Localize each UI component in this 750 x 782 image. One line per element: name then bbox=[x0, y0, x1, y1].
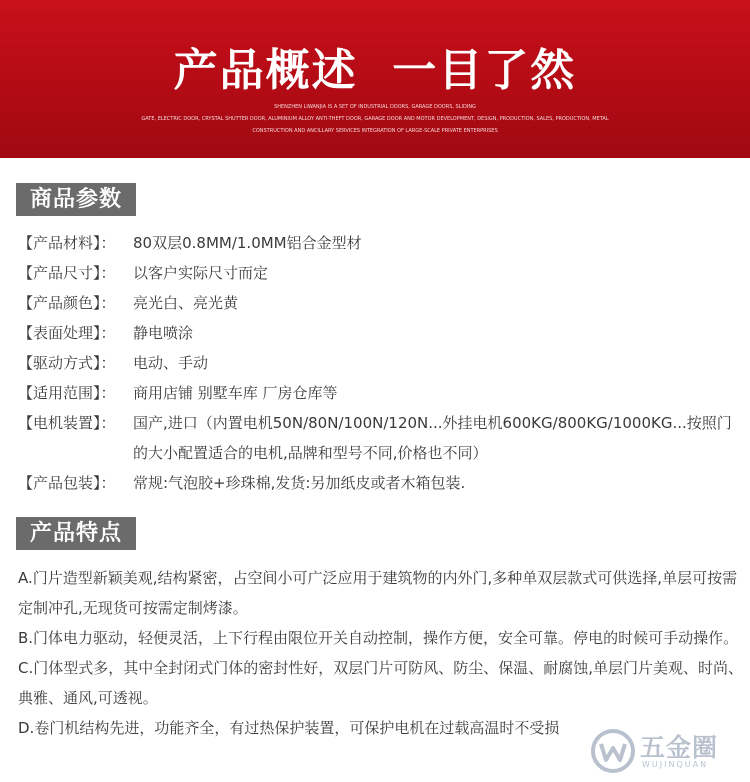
param-row bbox=[18, 378, 743, 408]
param-value: 电动、手动 bbox=[133, 354, 209, 372]
param-label: 【驱动方式】： bbox=[18, 354, 116, 372]
param-label: 【表面处理】： bbox=[18, 324, 116, 342]
wujinquan-logo-icon bbox=[590, 728, 636, 774]
watermark-brand-en: WUJINQUAN bbox=[642, 760, 709, 769]
header-banner bbox=[0, 0, 750, 158]
param-row bbox=[18, 228, 743, 258]
param-label: 【产品颜色】： bbox=[18, 294, 116, 312]
param-label: 【电机装置】： bbox=[18, 414, 116, 432]
watermark-brand: 五金圈 bbox=[640, 733, 719, 762]
param-row bbox=[18, 318, 743, 348]
param-label: 【产品材料】： bbox=[18, 234, 116, 252]
feature-item: B.门体电力驱动，轻便灵活，上下行程由限位开关自动控制，操作方便，安全可靠。停电的时候可手动操作。 bbox=[18, 629, 739, 647]
param-row bbox=[18, 288, 743, 318]
param-value: 80双层0.8MM/1.0MM铝合金型材 bbox=[133, 234, 362, 252]
param-value: 常规:气泡胶+珍珠棉,发货:另加纸皮或者木箱包装. bbox=[133, 474, 466, 492]
banner-title: 产品概述 一目了然 bbox=[173, 45, 577, 96]
watermark bbox=[590, 722, 740, 776]
param-label: 【适用范围】： bbox=[18, 384, 116, 402]
features-heading: 产品特点 bbox=[16, 517, 136, 550]
feature-item: C.门体型式多，其中全封闭式门体的密封性好，双层门片可防风、防尘、保温、耐腐蚀,单层门片美观、时尚、典雅、通风,可透视。 bbox=[18, 659, 744, 707]
param-value: 商用店铺 别墅车库 厂房仓库等 bbox=[133, 384, 338, 402]
param-row bbox=[18, 258, 743, 288]
param-value: 以客户实际尺寸而定 bbox=[133, 264, 269, 282]
param-row bbox=[18, 348, 743, 378]
banner-subtitle-line: CONSTRUCTION AND ANCILLARY SERVICES INTEGRATION OF LARGE-SCALE PRIVATE ENTERPRISES bbox=[252, 128, 498, 134]
feature-item: D.卷门机结构先进，功能齐全，有过热保护装置，可保护电机在过载高温时不受损 bbox=[18, 719, 560, 737]
params-list bbox=[18, 228, 743, 498]
param-value: 国产,进口（内置电机50N/80N/100N/120N...外挂电机600KG/800KG/1000KG...按照门的大小配置适合的电机,品牌和型号不同,价格也不同） bbox=[133, 414, 732, 462]
param-value: 亮光白、亮光黄 bbox=[133, 294, 239, 312]
banner-subtitle-line: GATE, ELECTRIC DOOR, CRYSTAL SHUTTER DOOR, ALUMINIUM ALLOY ANTI-THEFT DOOR, GARAGE DOOR AND MOTOR DEVELOPMENT, DESIGN, PRODUCTION, SALES, PRODUCTION, METAL bbox=[141, 116, 609, 122]
feature-item: A.门片造型新颖美观,结构紧密，占空间小可广泛应用于建筑物的内外门,多种单双层款式可供选择,单层可按需定制冲孔,无现货可按需定制烤漆。 bbox=[18, 569, 738, 617]
param-label: 【产品尺寸】： bbox=[18, 264, 116, 282]
param-value: 静电喷涂 bbox=[133, 324, 194, 342]
banner-subtitle-line: SHENZHEN LIWANJIA IS A SET OF INDUSTRIAL DOORS, GARAGE DOORS, SLIDING bbox=[274, 104, 476, 110]
param-label: 【产品包装】： bbox=[18, 474, 116, 492]
param-row bbox=[18, 468, 743, 498]
param-row bbox=[18, 408, 743, 468]
features-list bbox=[18, 563, 743, 743]
params-heading: 商品参数 bbox=[16, 183, 136, 216]
